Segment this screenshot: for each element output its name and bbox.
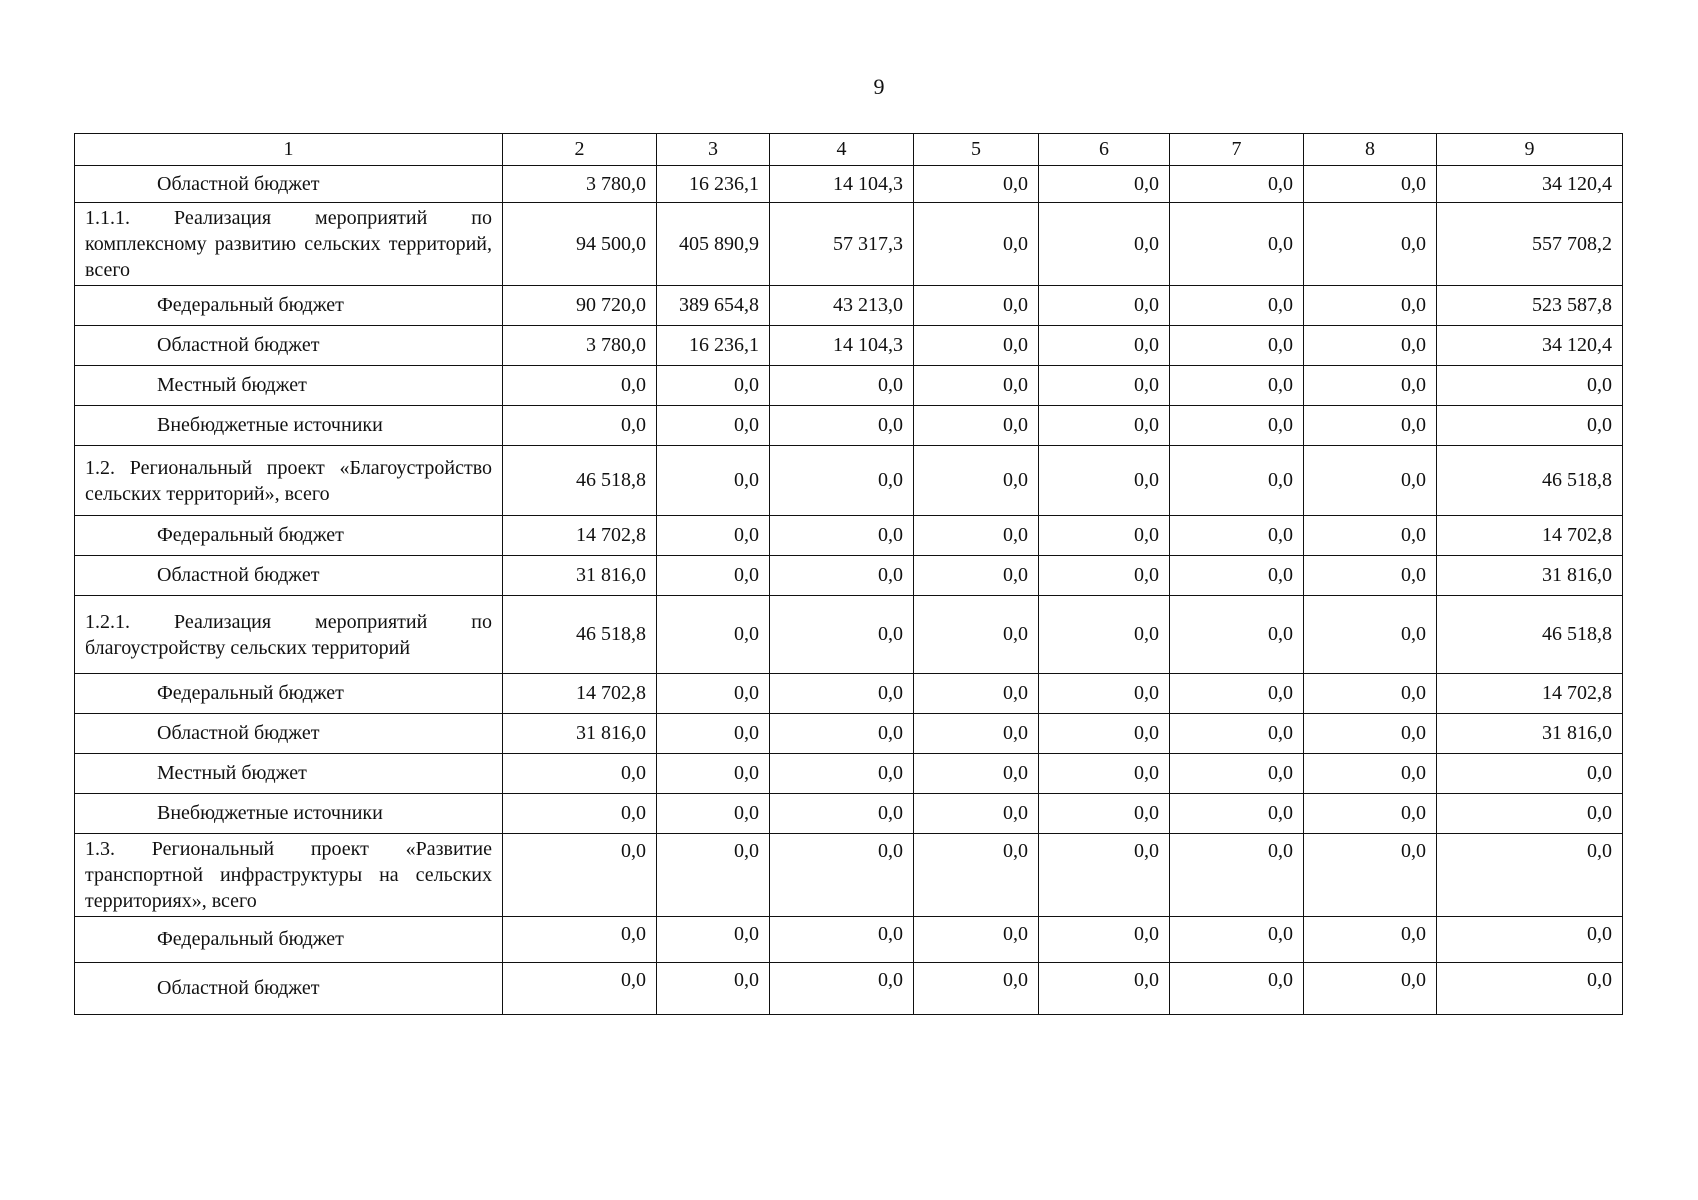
cell-col-9: 0,0 [1437,917,1623,963]
cell-col-6: 0,0 [1039,406,1170,446]
cell-col-8: 0,0 [1304,794,1437,834]
cell-col-7: 0,0 [1170,917,1304,963]
cell-col-7: 0,0 [1170,366,1304,406]
cell-col-4: 0,0 [770,674,914,714]
cell-col-4: 14 104,3 [770,166,914,203]
cell-col-8: 0,0 [1304,516,1437,556]
cell-col-5: 0,0 [914,366,1039,406]
cell-col-3: 0,0 [657,596,770,674]
column-header: 3 [657,134,770,166]
cell-col-7: 0,0 [1170,834,1304,917]
cell-col-8: 0,0 [1304,326,1437,366]
cell-col-6: 0,0 [1039,674,1170,714]
cell-col-3: 0,0 [657,366,770,406]
cell-col-2: 0,0 [503,754,657,794]
cell-col-6: 0,0 [1039,754,1170,794]
cell-col-6: 0,0 [1039,366,1170,406]
cell-col-9: 0,0 [1437,366,1623,406]
cell-col-2: 0,0 [503,917,657,963]
column-header: 1 [75,134,503,166]
cell-col-3: 0,0 [657,446,770,516]
cell-col-9: 0,0 [1437,406,1623,446]
cell-col-8: 0,0 [1304,286,1437,326]
cell-col-8: 0,0 [1304,166,1437,203]
cell-col-5: 0,0 [914,286,1039,326]
cell-col-7: 0,0 [1170,556,1304,596]
cell-col-8: 0,0 [1304,556,1437,596]
cell-col-4: 0,0 [770,963,914,1015]
cell-col-4: 0,0 [770,516,914,556]
cell-col-5: 0,0 [914,714,1039,754]
cell-col-3: 0,0 [657,834,770,917]
cell-col-6: 0,0 [1039,326,1170,366]
cell-col-5: 0,0 [914,674,1039,714]
row-label-source: Областной бюджет [75,166,503,203]
cell-col-8: 0,0 [1304,366,1437,406]
column-header: 7 [1170,134,1304,166]
table-row [75,963,1623,1015]
cell-col-7: 0,0 [1170,166,1304,203]
cell-col-7: 0,0 [1170,674,1304,714]
cell-col-3: 0,0 [657,963,770,1015]
cell-col-4: 0,0 [770,794,914,834]
cell-col-4: 0,0 [770,834,914,917]
cell-col-9: 34 120,4 [1437,166,1623,203]
row-label-source: Областной бюджет [75,556,503,596]
cell-col-6: 0,0 [1039,446,1170,516]
table-row [75,286,1623,326]
cell-col-6: 0,0 [1039,963,1170,1015]
column-header: 8 [1304,134,1437,166]
cell-col-2: 3 780,0 [503,326,657,366]
cell-col-9: 0,0 [1437,963,1623,1015]
cell-col-9: 0,0 [1437,754,1623,794]
cell-col-9: 557 708,2 [1437,203,1623,286]
cell-col-9: 0,0 [1437,834,1623,917]
table-row [75,754,1623,794]
cell-col-8: 0,0 [1304,917,1437,963]
column-header-row [75,134,1623,166]
table-row [75,203,1623,286]
cell-col-8: 0,0 [1304,963,1437,1015]
cell-col-2: 0,0 [503,963,657,1015]
table-row [75,596,1623,674]
cell-col-2: 0,0 [503,366,657,406]
cell-col-7: 0,0 [1170,203,1304,286]
column-header: 6 [1039,134,1170,166]
cell-col-9: 31 816,0 [1437,556,1623,596]
budget-table [74,133,1623,1015]
table-row [75,834,1623,917]
page-number: 9 [873,74,885,99]
cell-col-7: 0,0 [1170,446,1304,516]
cell-col-9: 523 587,8 [1437,286,1623,326]
row-label-source: Внебюджетные источники [75,794,503,834]
cell-col-2: 3 780,0 [503,166,657,203]
cell-col-4: 0,0 [770,556,914,596]
cell-col-6: 0,0 [1039,203,1170,286]
cell-col-2: 0,0 [503,834,657,917]
cell-col-2: 90 720,0 [503,286,657,326]
cell-col-8: 0,0 [1304,674,1437,714]
cell-col-3: 0,0 [657,556,770,596]
row-label-source: Федеральный бюджет [75,674,503,714]
row-label-source: Областной бюджет [75,963,503,1015]
cell-col-5: 0,0 [914,963,1039,1015]
cell-col-5: 0,0 [914,754,1039,794]
cell-col-6: 0,0 [1039,286,1170,326]
table-row [75,516,1623,556]
cell-col-3: 0,0 [657,917,770,963]
table-row [75,794,1623,834]
column-header: 2 [503,134,657,166]
row-label-source: Областной бюджет [75,714,503,754]
cell-col-9: 46 518,8 [1437,596,1623,674]
table-row [75,166,1623,203]
cell-col-4: 57 317,3 [770,203,914,286]
cell-col-5: 0,0 [914,203,1039,286]
cell-col-8: 0,0 [1304,834,1437,917]
column-header: 5 [914,134,1039,166]
cell-col-2: 31 816,0 [503,556,657,596]
cell-col-5: 0,0 [914,326,1039,366]
cell-col-6: 0,0 [1039,917,1170,963]
cell-col-4: 0,0 [770,446,914,516]
cell-col-9: 0,0 [1437,794,1623,834]
row-label-source: Федеральный бюджет [75,917,503,963]
cell-col-6: 0,0 [1039,556,1170,596]
cell-col-4: 0,0 [770,406,914,446]
row-label-source: Местный бюджет [75,754,503,794]
cell-col-2: 0,0 [503,406,657,446]
cell-col-8: 0,0 [1304,203,1437,286]
cell-col-6: 0,0 [1039,834,1170,917]
cell-col-2: 31 816,0 [503,714,657,754]
cell-col-2: 46 518,8 [503,596,657,674]
cell-col-7: 0,0 [1170,794,1304,834]
row-label-source: Местный бюджет [75,366,503,406]
cell-col-3: 405 890,9 [657,203,770,286]
table-row [75,446,1623,516]
cell-col-4: 0,0 [770,596,914,674]
cell-col-9: 34 120,4 [1437,326,1623,366]
cell-col-5: 0,0 [914,406,1039,446]
cell-col-9: 31 816,0 [1437,714,1623,754]
cell-col-5: 0,0 [914,446,1039,516]
table-row [75,326,1623,366]
row-label-section: 1.3. Региональный проект «Развитие транспортной инфраструктуры на сельских территориях», всего [75,834,503,917]
cell-col-2: 94 500,0 [503,203,657,286]
cell-col-5: 0,0 [914,516,1039,556]
cell-col-4: 0,0 [770,366,914,406]
cell-col-7: 0,0 [1170,326,1304,366]
cell-col-9: 14 702,8 [1437,674,1623,714]
cell-col-8: 0,0 [1304,596,1437,674]
cell-col-7: 0,0 [1170,596,1304,674]
cell-col-3: 0,0 [657,406,770,446]
cell-col-2: 46 518,8 [503,446,657,516]
cell-col-8: 0,0 [1304,714,1437,754]
cell-col-5: 0,0 [914,166,1039,203]
cell-col-2: 14 702,8 [503,674,657,714]
cell-col-3: 0,0 [657,714,770,754]
cell-col-5: 0,0 [914,917,1039,963]
cell-col-5: 0,0 [914,794,1039,834]
cell-col-8: 0,0 [1304,406,1437,446]
column-header: 4 [770,134,914,166]
cell-col-4: 0,0 [770,754,914,794]
table-row [75,917,1623,963]
cell-col-6: 0,0 [1039,516,1170,556]
row-label-section: 1.2.1. Реализация мероприятий по благоустройству сельских территорий [75,596,503,674]
row-label-section: 1.2. Региональный проект «Благоустройство сельских территорий», всего [75,446,503,516]
row-label-source: Федеральный бюджет [75,516,503,556]
cell-col-6: 0,0 [1039,714,1170,754]
cell-col-4: 0,0 [770,917,914,963]
cell-col-5: 0,0 [914,596,1039,674]
cell-col-8: 0,0 [1304,446,1437,516]
cell-col-6: 0,0 [1039,166,1170,203]
row-label-source: Внебюджетные источники [75,406,503,446]
cell-col-9: 14 702,8 [1437,516,1623,556]
cell-col-3: 389 654,8 [657,286,770,326]
table-row [75,366,1623,406]
cell-col-7: 0,0 [1170,516,1304,556]
cell-col-3: 0,0 [657,674,770,714]
cell-col-9: 46 518,8 [1437,446,1623,516]
cell-col-7: 0,0 [1170,714,1304,754]
cell-col-6: 0,0 [1039,596,1170,674]
cell-col-3: 16 236,1 [657,326,770,366]
cell-col-3: 0,0 [657,794,770,834]
cell-col-7: 0,0 [1170,286,1304,326]
cell-col-8: 0,0 [1304,754,1437,794]
cell-col-6: 0,0 [1039,794,1170,834]
table-row [75,674,1623,714]
column-header: 9 [1437,134,1623,166]
cell-col-5: 0,0 [914,556,1039,596]
row-label-section: 1.1.1. Реализация мероприятий по комплексному развитию сельских территорий, всего [75,203,503,286]
cell-col-7: 0,0 [1170,754,1304,794]
cell-col-3: 0,0 [657,516,770,556]
table-row [75,406,1623,446]
cell-col-4: 14 104,3 [770,326,914,366]
cell-col-5: 0,0 [914,834,1039,917]
table-row [75,714,1623,754]
cell-col-3: 0,0 [657,754,770,794]
cell-col-4: 0,0 [770,714,914,754]
row-label-source: Федеральный бюджет [75,286,503,326]
cell-col-2: 14 702,8 [503,516,657,556]
cell-col-7: 0,0 [1170,406,1304,446]
cell-col-7: 0,0 [1170,963,1304,1015]
cell-col-2: 0,0 [503,794,657,834]
cell-col-4: 43 213,0 [770,286,914,326]
cell-col-3: 16 236,1 [657,166,770,203]
row-label-source: Областной бюджет [75,326,503,366]
table-row [75,556,1623,596]
